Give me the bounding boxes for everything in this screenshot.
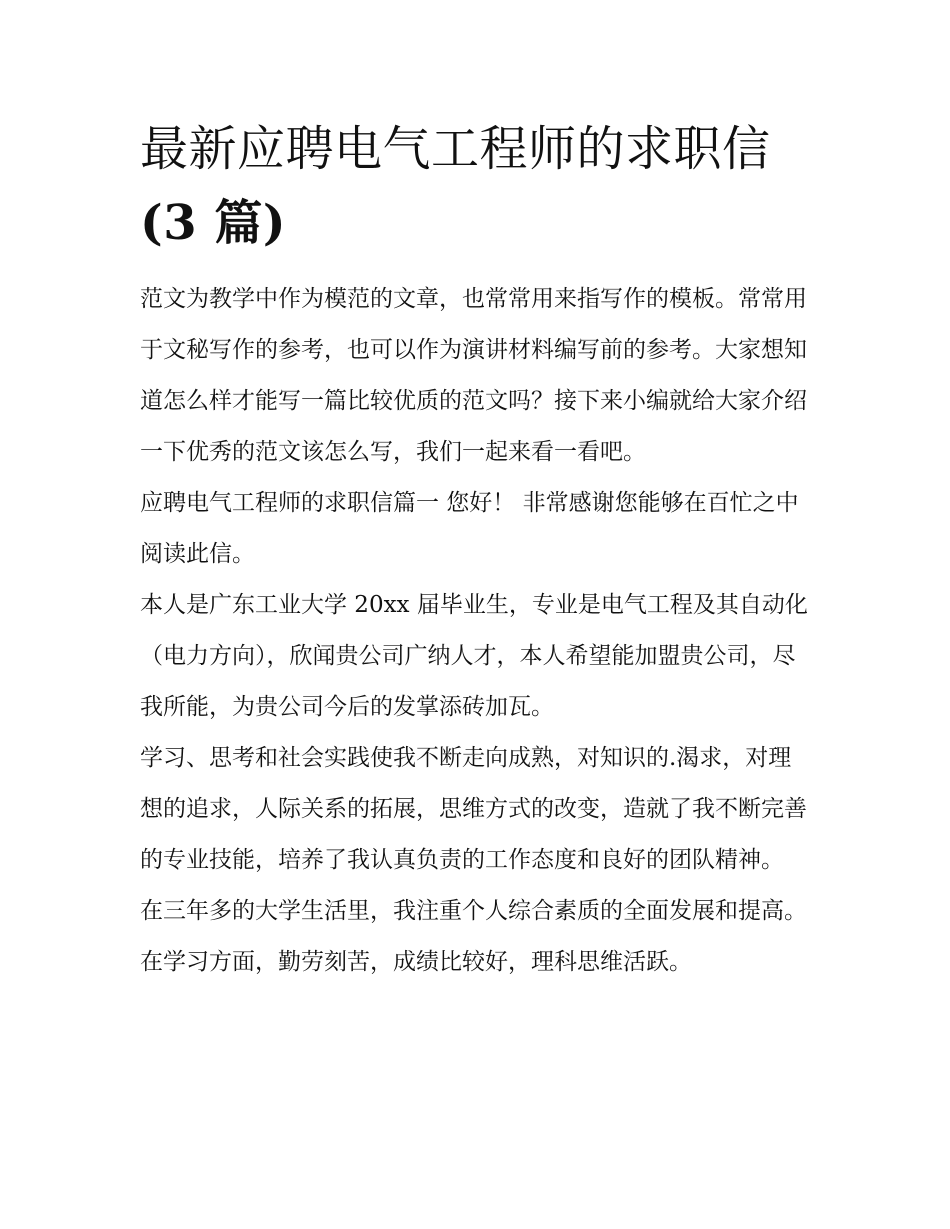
paragraph-university-life: 在三年多的大学生活里，我注重个人综合素质的全面发展和提高。在学习方面，勤劳刻苦，成绩比较好，理科思维活跃。 xyxy=(140,898,807,975)
title-line-1: 最新应聘电气工程师的求职信 xyxy=(140,121,771,177)
paragraph-greeting: 应聘电气工程师的求职信篇一 您好！ 非常感谢您能够在百忙之中阅读此信。 xyxy=(140,490,799,567)
document-title xyxy=(140,112,820,260)
document-body xyxy=(140,274,812,988)
title-line-2: (3 篇) xyxy=(140,195,287,251)
paragraph-growth: 学习、思考和社会实践使我不断走向成熟，对知识的.渴求，对理想的追求，人际关系的拓展，思维方式的改变，造就了我不断完善的专业技能，培养了我认真负责的工作态度和良好的团队精神。 xyxy=(140,745,807,873)
paragraph-introduction: 本人是广东工业大学 20xx 届毕业生，专业是电气工程及其自动化（电力方向），欣闻贵公司广纳人才，本人希望能加盟贵公司，尽我所能，为贵公司今后的发掌添砖加瓦。 xyxy=(140,592,808,720)
paragraph-intro: 范文为教学中作为模范的文章，也常常用来指写作的模板。常常用于文秘写作的参考，也可以作为演讲材料编写前的参考。大家想知道怎么样才能写一篇比较优质的范文吗？接下来小编就给大家介绍一下优秀的范文该怎么写，我们一起来看一看吧。 xyxy=(140,286,807,465)
